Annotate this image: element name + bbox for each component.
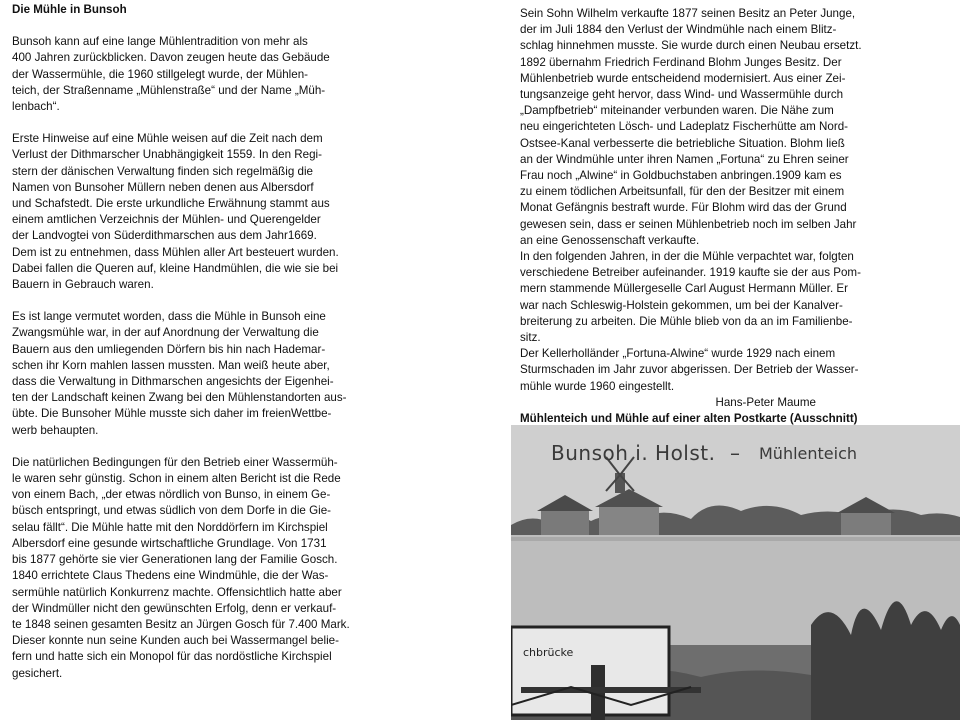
postcard-photo (511, 425, 960, 720)
left-column (12, 2, 412, 682)
author-name: Hans-Peter Maume (715, 395, 816, 409)
right-paragraph-3: Der Kellerholländer „Fortuna-Alwine“ wurde 1929 nach einem Sturmschaden im Jahr zuvor abgerissen. Der Betrieb der Wasser- mühle wurde 1960 eingestellt. (520, 347, 859, 393)
postcard-title: Bunsoh i. Holst. (551, 441, 716, 465)
right-paragraph-2: In den folgenden Jahren, in der die Mühle verpachtet war, folgten verschiedene Betreiber aufeinander. 1919 kaufte sie der aus Pom- mern stammende Müllergeselle Carl August Hermann Müller. Er war nach Schleswig-Holstein gekommen, um bei der Kanalver- breiterung zu arbeiten. Die Mühle blieb von da an im Familienbe- sitz. (520, 250, 861, 345)
paragraph-gap (12, 293, 412, 309)
left-paragraph-3: Es ist lange vermutet worden, dass die Mühle in Bunsoh eine Zwangsmühle war, in der auf Anordnung der Verwaltung die Bauern aus den umliegenden Dörfern bis hin nach Hademar- schen ihr Korn mahlen lassen mussten. Man weiß heute aber, dass die Verwaltung in Dithmarschen angesichts der Eigenhei- ten der Landschaft keinen Zwang bei den Mühlenstandorten aus- übte. Die Bunsoher Mühle musste sich daher im freienWettbe- werb behaupten. (12, 310, 347, 437)
article-title: Die Mühle in Bunsoh (12, 3, 127, 16)
postcard-sign-text: chbrücke (523, 646, 574, 659)
postcard-subtitle: Mühlenteich (759, 444, 858, 463)
left-paragraph-1: Bunsoh kann auf eine lange Mühlentradition von mehr als 400 Jahren zurückblicken. Davon zeugen heute das Gebäude der Wassermühle, die 1960 stillgelegt wurde, der Mühlen- teich, der Straßenname „Mühlenstraße“ und der Name „Müh- lenbach“. (12, 35, 330, 114)
postcard-subtitle-dash: – (730, 441, 740, 465)
right-paragraph-1: Sein Sohn Wilhelm verkaufte 1877 seinen Besitz an Peter Junge, der im Juli 1884 den Verlust der Windmühle nach einem Blitz- schlag hinnehmen musste. Sie wurde durch einen Neubau ersetzt. 1892 übernahm Friedrich Ferdinand Blohm Junges Besitz. Der Mühlenbetrieb wurde entscheidend modernisiert. Aus einer Zei- tungsanzeige geht hervor, dass Wind- und Wassermühle durch „Dampfbetrieb“ miteinander verbunden waren. Die Nähe zum neu eingerichteten Lösch- und Ladeplatz Fischerhütte am Nord- Ostsee-Kanal verbesserte die betriebliche Situation. Blohm ließ an der Windmühle unter ihren Namen „Fortuna“ zu Ehren seiner Frau noch „Alwine“ in Goldbuchstaben anbringen.1909 kam es zu einem tödlichen Arbeitsunfall, für den der Besitzer mit einem Monat Gefängnis bestraft wurde. Für Blohm wird das der Grund gewesen sein, dass er seinen Mühlenbetrieb noch im selben Jahr an eine Genossenschaft verkaufte. (520, 7, 862, 247)
postcard-illustration (511, 425, 960, 720)
paragraph-gap (12, 439, 412, 455)
left-paragraph-4: Die natürlichen Bedingungen für den Betrieb einer Wassermüh- le waren sehr günstig. Schon in einem alten Bericht ist die Rede von einem Bach, „der etwas nördlich von Bunso, in einem Ge- büsch entspringt, und etwas südlich von dem Dorfe in die Gie- selau fällt“. Die Mühle hatte mit den Norddörfern im Kirchspiel Albersdorf eine gesunde wirtschaftliche Grundlage. Von 1731 bis 1877 gehörte sie vier Generationen lang der Familie Gosch. 1840 errichtete Claus Thedens eine Windmühle, die der Was- sermühle natürlich Konkurrenz machte. Offensichtlich hatte aber der Windmüller nicht den gewünschten Erfolg, denn er verkauf- te 1848 seinen gesamten Besitz an Jürgen Gosch für 7.400 Mark. Dieser konnte nun seine Kunden auch bei Wassermangel belie- fern und hatte sich ein Monopol für das nordöstliche Kirchspiel gesichert. (12, 455, 350, 680)
right-column (520, 6, 920, 427)
paragraph-gap (12, 115, 412, 131)
photo-caption: Mühlenteich und Mühle auf einer alten Postkarte (Ausschnitt) (520, 412, 858, 426)
left-paragraph-2: Erste Hinweise auf eine Mühle weisen auf die Zeit nach dem Verlust der Dithmarscher Unabhängigkeit 1559. In den Regi- stern der dänischen Verwaltung finden sich regelmäßig die Namen von Bunsoher Müllern neben denen aus Albersdorf und Schafstedt. Die erste urkundliche Erwähnung stammt aus einem amtlichen Verzeichnis der Mühlen- und Querengelder der Landvogtei von Süderdithmarschen aus dem Jahr1669. Dem ist zu entnehmen, dass Mühlen aller Art besteuert wurden. Dabei fallen die Queren auf, kleine Handmühlen, die wie sie bei Bauern in Gebrauch waren. (12, 132, 339, 292)
